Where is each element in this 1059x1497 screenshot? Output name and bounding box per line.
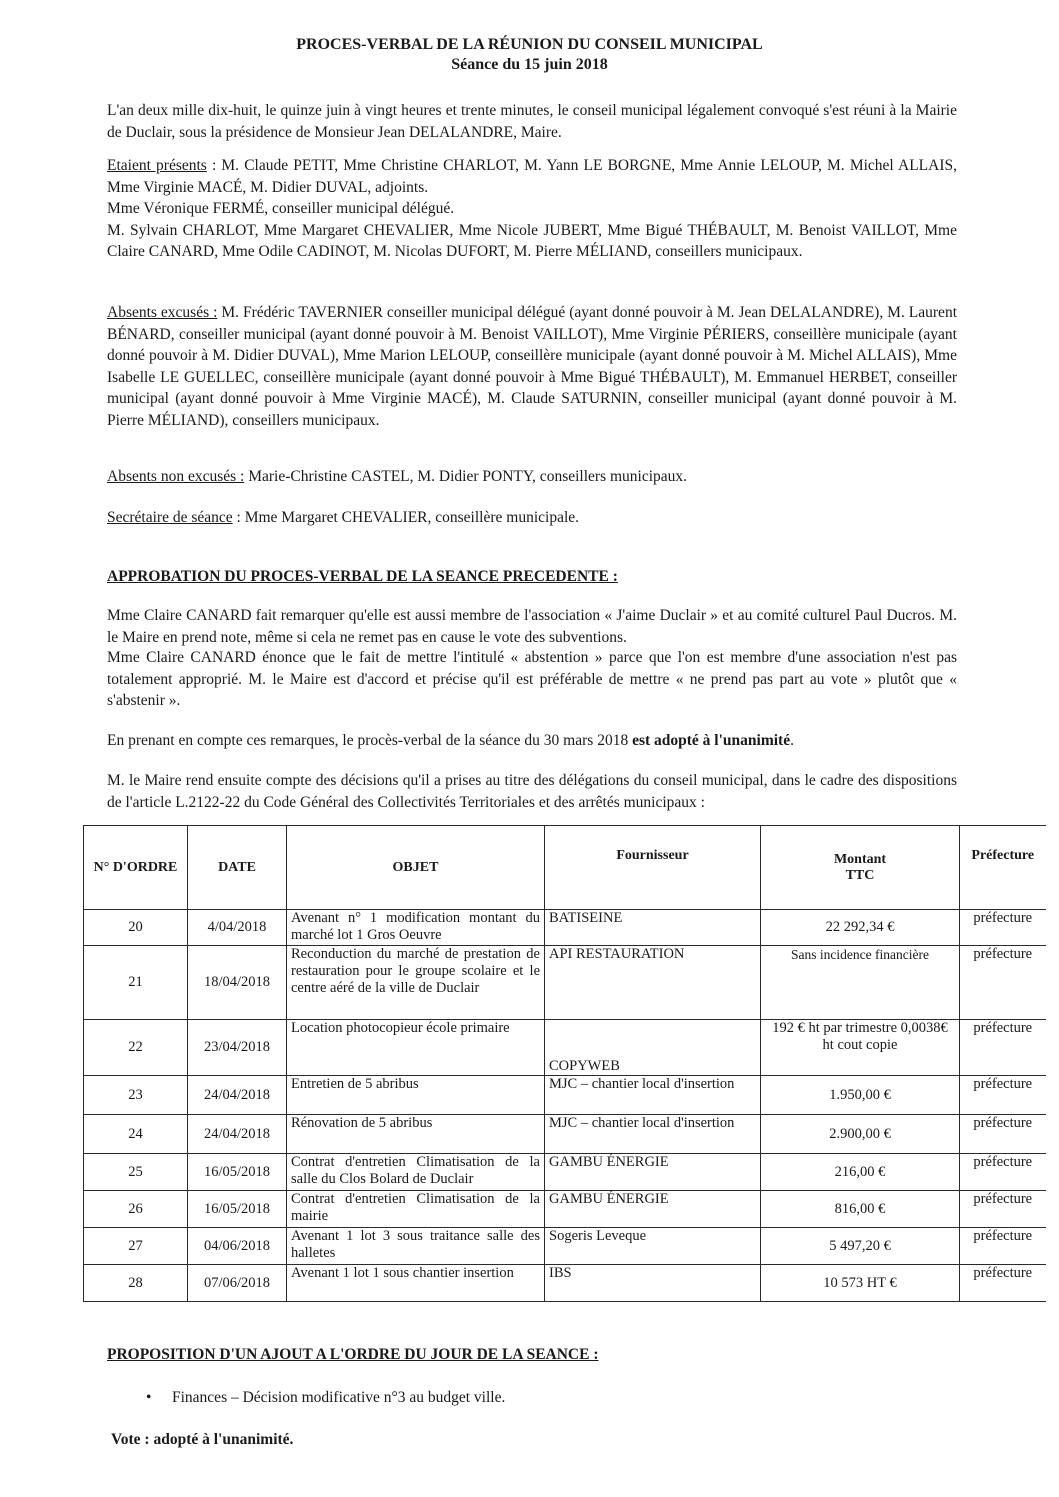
header-prefecture: Préfecture: [960, 826, 1046, 910]
cell-prefecture: préfecture: [960, 1154, 1046, 1191]
approbation-p1: Mme Claire CANARD fait remarquer qu'elle est aussi membre de l'association « J'aime Duclair » et au comité culturel Paul Ducros. M. le Maire en prend note, même si cela ne remet pas en cause le vote des subventions.: [107, 607, 957, 646]
secretaire-label: Secrétaire de séance: [107, 509, 233, 526]
ajout-item-text: Finances – Décision modificative n°3 au budget ville.: [172, 1389, 506, 1406]
cell-fournisseur: BATISEINE: [545, 910, 761, 946]
table-row: [84, 1076, 1046, 1115]
cell-objet: Entretien de 5 abribus: [287, 1076, 545, 1115]
presents-line3: M. Sylvain CHARLOT, Mme Margaret CHEVALIER, Mme Nicole JUBERT, Mme Bigué THÉBAULT, M. Benoist VAILLOT, Mme Claire CANARD, Mme Odile CADINOT, M. Nicolas DUFORT, M. Pierre MÉLIAND, conseillers municipaux.: [107, 221, 957, 260]
cell-fournisseur: MJC – chantier local d'insertion: [545, 1115, 761, 1154]
cell-fournisseur: IBS: [545, 1265, 761, 1302]
cell-objet: Contrat d'entretien Climatisation de la mairie: [287, 1191, 545, 1228]
page-title: PROCES-VERBAL DE LA RÉUNION DU CONSEIL MUNICIPAL: [296, 36, 763, 53]
cell-num: 22: [84, 1020, 188, 1076]
cell-montant: 5 497,20 €: [761, 1228, 960, 1265]
cell-prefecture: préfecture: [960, 1265, 1046, 1302]
intro-paragraph: L'an deux mille dix-huit, le quinze juin à vingt heures et trente minutes, le conseil municipal légalement convoqué s'est réuni à la Mairie de Duclair, sous la présidence de Monsieur Jean DELALANDRE, Maire.: [107, 102, 957, 141]
table-row: [84, 1020, 1046, 1076]
table-row: [84, 1191, 1046, 1228]
header-num: N° D'ORDRE: [84, 826, 188, 910]
table-row: [84, 946, 1046, 1020]
cell-prefecture: préfecture: [960, 1228, 1046, 1265]
cell-objet: Avenant n° 1 modification montant du marché lot 1 Gros Oeuvre: [287, 910, 545, 946]
cell-prefecture: préfecture: [960, 1076, 1046, 1115]
cell-num: 20: [84, 910, 188, 946]
table-row: [84, 1154, 1046, 1191]
cell-num: 26: [84, 1191, 188, 1228]
cell-prefecture: préfecture: [960, 1020, 1046, 1076]
approbation-heading: APPROBATION DU PROCES-VERBAL DE LA SEANCE PRECEDENTE :: [107, 568, 618, 585]
cell-num: 23: [84, 1076, 188, 1115]
cell-date: 16/05/2018: [188, 1191, 287, 1228]
cell-objet: Contrat d'entretien Climatisation de la salle du Clos Bolard de Duclair: [287, 1154, 545, 1191]
cell-prefecture: préfecture: [960, 910, 1046, 946]
cell-fournisseur: API RESTAURATION: [545, 946, 761, 1020]
cell-date: 4/04/2018: [188, 910, 287, 946]
cell-objet: Location photocopieur école primaire: [287, 1020, 545, 1076]
cell-prefecture: préfecture: [960, 1191, 1046, 1228]
secretaire-paragraph: [107, 507, 957, 529]
cell-objet: Reconduction du marché de prestation de restauration pour le groupe scolaire et le centre aéré de la ville de Duclair: [287, 946, 545, 1020]
cell-num: 21: [84, 946, 188, 1020]
cell-fournisseur: GAMBU ÉNERGIE: [545, 1191, 761, 1228]
cell-date: 24/04/2018: [188, 1115, 287, 1154]
ajout-heading: PROPOSITION D'UN AJOUT A L'ORDRE DU JOUR DE LA SEANCE :: [107, 1346, 599, 1363]
bullet-symbol: •: [146, 1389, 152, 1406]
table-row: [84, 1115, 1046, 1154]
page-subtitle: Séance du 15 juin 2018: [451, 56, 608, 73]
excuses-paragraph: [107, 302, 957, 431]
cell-num: 25: [84, 1154, 188, 1191]
cell-montant: 22 292,34 €: [761, 910, 960, 946]
cell-date: 04/06/2018: [188, 1228, 287, 1265]
cell-montant: 1.950,00 €: [761, 1076, 960, 1115]
cell-num: 28: [84, 1265, 188, 1302]
cell-montant: 192 € ht par trimestre 0,0038€ ht cout copie: [761, 1020, 960, 1076]
excuses-label: Absents excusés :: [107, 304, 218, 321]
secretaire-text: : Mme Margaret CHEVALIER, conseillère municipale.: [232, 509, 580, 526]
cell-objet: Avenant 1 lot 3 sous traitance salle des halletes: [287, 1228, 545, 1265]
header-objet: OBJET: [287, 826, 545, 910]
presents-line2: Mme Véronique FERMÉ, conseiller municipal délégué.: [107, 200, 455, 217]
cell-date: 16/05/2018: [188, 1154, 287, 1191]
cell-montant: 10 573 HT €: [761, 1265, 960, 1302]
approbation-p3-start: En prenant en compte ces remarques, le procès-verbal de la séance du 30 mars 2018: [107, 732, 633, 749]
presents-paragraph: [107, 155, 957, 263]
cell-date: 07/06/2018: [188, 1265, 287, 1302]
cell-prefecture: préfecture: [960, 1115, 1046, 1154]
cell-date: 23/04/2018: [188, 1020, 287, 1076]
cell-montant: 816,00 €: [761, 1191, 960, 1228]
cell-fournisseur: COPYWEB: [545, 1020, 761, 1076]
non-excuses-paragraph: [107, 466, 957, 488]
approbation-p3-bold: est adopté à l'unanimité: [632, 732, 791, 749]
non-excuses-text: Marie-Christine CASTEL, M. Didier PONTY, conseillers municipaux.: [244, 468, 688, 485]
approbation-p3-end: .: [790, 732, 794, 749]
cell-fournisseur: GAMBU ÉNERGIE: [545, 1154, 761, 1191]
decisions-table: [83, 825, 1046, 1302]
cell-montant: 2.900,00 €: [761, 1115, 960, 1154]
cell-objet: Rénovation de 5 abribus: [287, 1115, 545, 1154]
approbation-p2: Mme Claire CANARD énonce que le fait de mettre l'intitulé « abstention » parce que l'on est membre d'une association n'est pas totalement approprié. M. le Maire est d'accord et précise qu'il est préférable de mettre « ne prend pas part au vote » plutôt que « s'abstenir ».: [107, 649, 957, 709]
presents-label: Etaient présents: [107, 157, 207, 174]
table-header-row: [84, 826, 1046, 910]
approbation-p3: [107, 730, 957, 752]
cell-fournisseur: Sogeris Leveque: [545, 1228, 761, 1265]
cell-num: 24: [84, 1115, 188, 1154]
approbation-p4: M. le Maire rend ensuite compte des décisions qu'il a prises au titre des délégations du conseil municipal, dans le cadre des dispositions de l'article L.2122-22 du Code Général des Collectivités Territoriales et des arrêtés municipaux :: [107, 772, 957, 811]
header-fournisseur: Fournisseur: [545, 826, 761, 910]
cell-fournisseur: MJC – chantier local d'insertion: [545, 1076, 761, 1115]
excuses-text: M. Frédéric TAVERNIER conseiller municipal délégué (ayant donné pouvoir à M. Jean DELALANDRE), M. Laurent BÉNARD, conseiller municipal (ayant donné pouvoir à M. Benoist VAILLOT), Mme Virginie PÉRIERS, conseillère municipale (ayant donné pouvoir à M. Didier DUVAL), Mme Marion LELOUP, conseillère municipale (ayant donné pouvoir à M. Michel ALLAIS), Mme Isabelle LE GUELLEC, conseillère municipale (ayant donné pouvoir à Mme Bigué THÉBAULT), M. Emmanuel HERBET, conseiller municipal (ayant donné pouvoir à Mme Virginie MACÉ), M. Claude SATURNIN, conseiller municipal (ayant donné pouvoir à M. Pierre MÉLIAND), conseillers municipaux.: [107, 304, 957, 429]
cell-num: 27: [84, 1228, 188, 1265]
table-row: [84, 1228, 1046, 1265]
ajout-item: [146, 1389, 505, 1407]
table-row: [84, 1265, 1046, 1302]
table-row: [84, 910, 1046, 946]
cell-montant: Sans incidence financière: [761, 946, 960, 1020]
presents-line1: : M. Claude PETIT, Mme Christine CHARLOT, M. Yann LE BORGNE, Mme Annie LELOUP, M. Michel ALLAIS, Mme Virginie MACÉ, M. Didier DUVAL, adjoints.: [107, 157, 957, 196]
cell-objet: Avenant 1 lot 1 sous chantier insertion: [287, 1265, 545, 1302]
cell-prefecture: préfecture: [960, 946, 1046, 1020]
cell-date: 18/04/2018: [188, 946, 287, 1020]
header-date: DATE: [188, 826, 287, 910]
ajout-vote: Vote : adopté à l'unanimité.: [111, 1431, 294, 1448]
header-montant: Montant TTC: [761, 826, 960, 910]
non-excuses-label: Absents non excusés :: [107, 468, 245, 485]
cell-montant: 216,00 €: [761, 1154, 960, 1191]
cell-date: 24/04/2018: [188, 1076, 287, 1115]
